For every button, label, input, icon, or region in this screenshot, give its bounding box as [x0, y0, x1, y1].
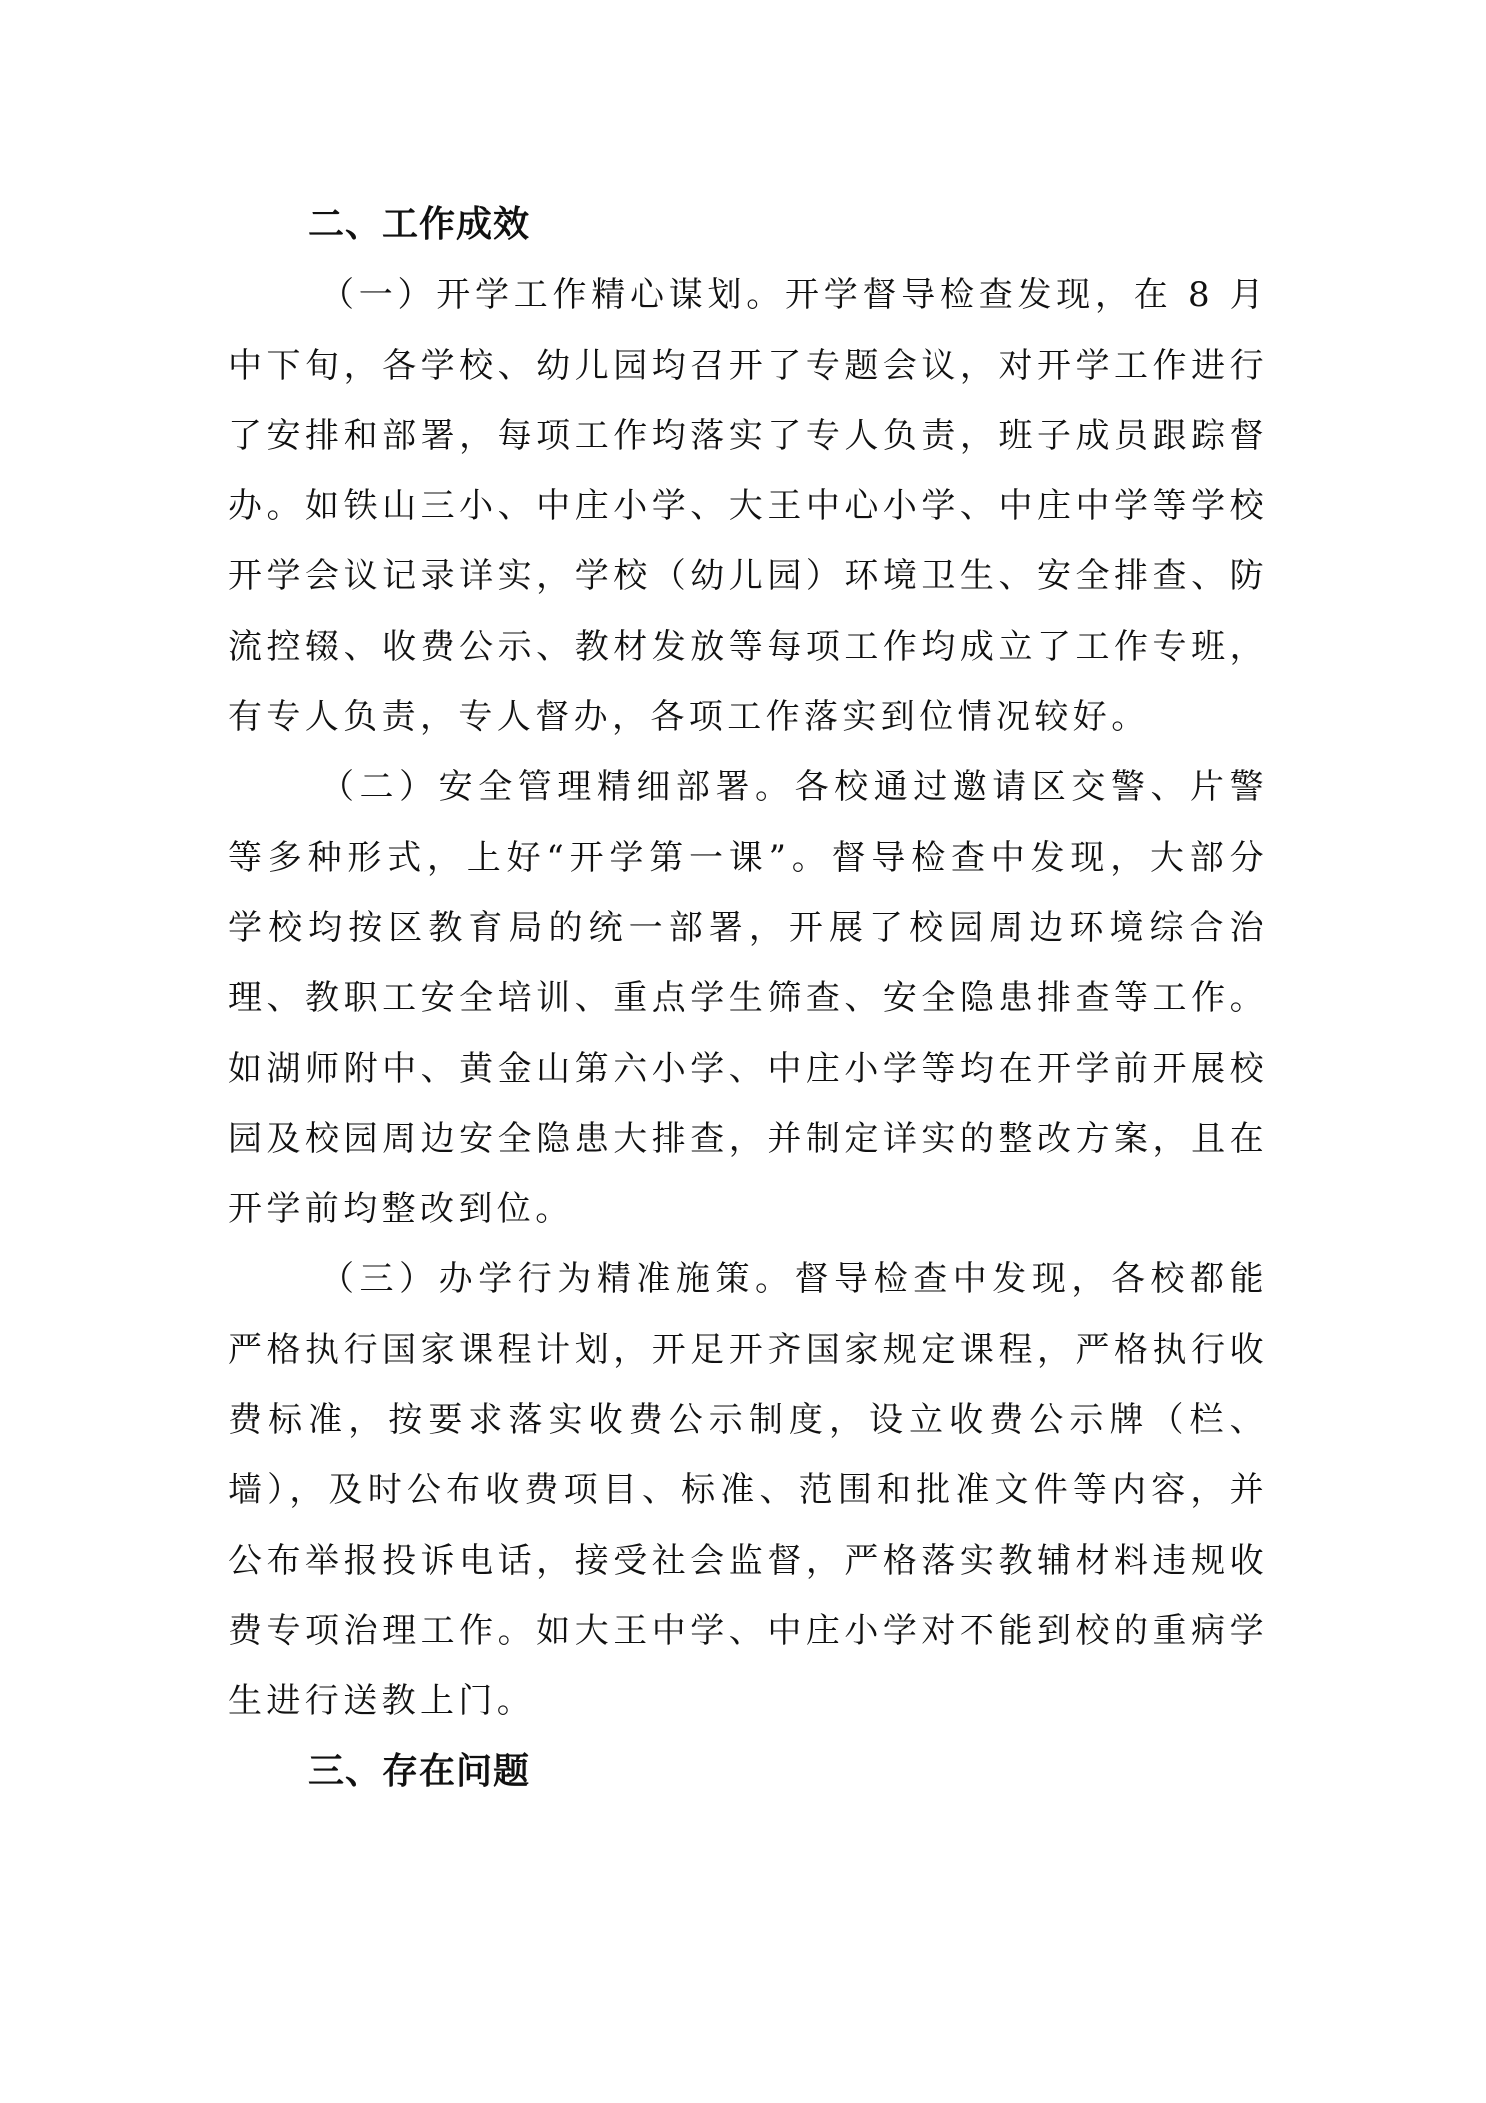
section-heading-problems: 三、存在问题 [308, 1750, 531, 1792]
paragraph-safety: （二）安全管理精细部署。各校通过邀请区交警、片警等多种形式，上好“开学第一课”。督导检查中发现，大部分学校均按区教育局的统一部署，开展了校园周边环境综合治理、教职工安全培训、重点学生筛查、安全隐患排查等工作。如湖师附中、黄金山第六小学、中庄小学等均在开学前开展校园及校园周边安全隐患大排查，并制定详实的整改方案，且在开学前均整改到位。 [228, 767, 1268, 1230]
document-body [228, 190, 1268, 1807]
paragraph-conduct: （三）办学行为精准施策。督导检查中发现，各校都能严格执行国家课程计划，开足开齐国家规定课程，严格执行收费标准，按要求落实收费公示制度，设立收费公示牌（栏、墙），及时公布收费项目、标准、范围和批准文件等内容，并公布举报投诉电话，接受社会监督，严格落实教辅材料违规收费专项治理工作。如大王中学、中庄小学对不能到校的重病学生进行送教上门。 [228, 1259, 1268, 1722]
paragraph-planning: （一）开学工作精心谋划。开学督导检查发现，在 8 月中下旬，各学校、幼儿园均召开了专题会议，对开学工作进行了安排和部署，每项工作均落实了专人负责，班子成员跟踪督办。如铁山三小、中庄小学、大王中心小学、中庄中学等学校开学会议记录详实，学校（幼儿园）环境卫生、安全排查、防流控辍、收费公示、教材发放等每项工作均成立了工作专班，有专人负责，专人督办，各项工作落实到位情况较好。 [228, 275, 1268, 738]
section-heading-achievements: 二、工作成效 [308, 204, 531, 245]
